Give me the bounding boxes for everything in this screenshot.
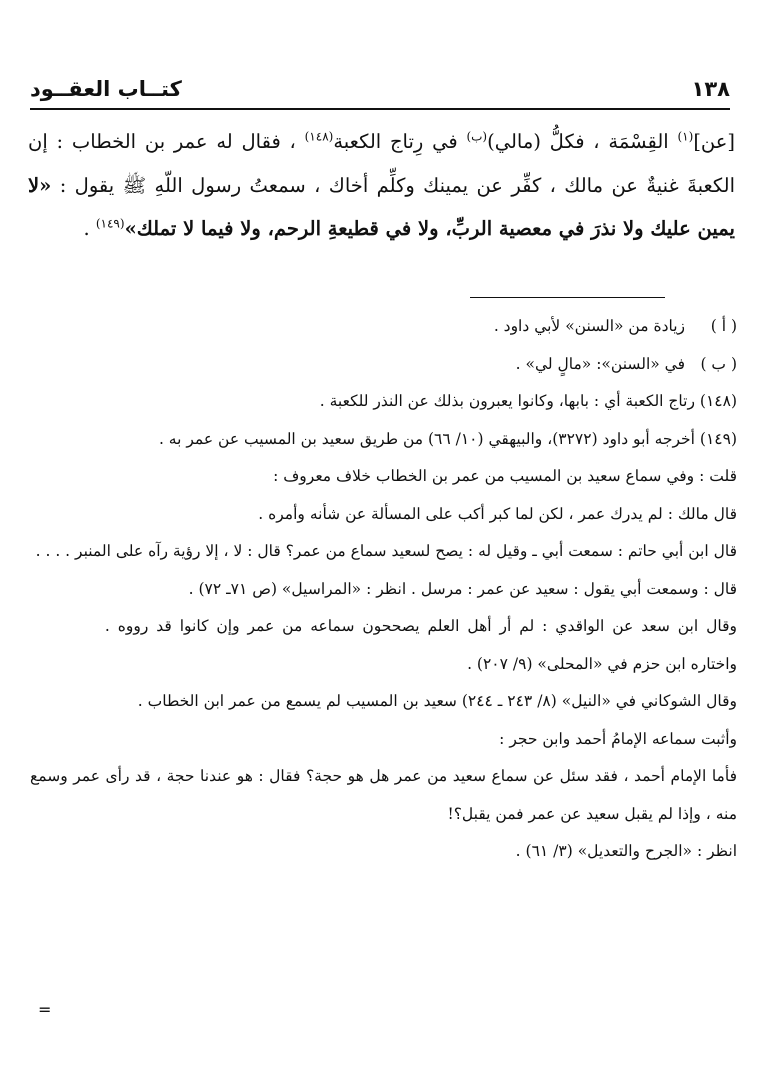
footnote-paragraph: قال : وسمعت أبي يقول : سعيد عن عمر : مرسل . انظر : «المراسيل» (ص ٧١ـ ٧٢) . bbox=[188, 579, 737, 598]
footnote-separator bbox=[470, 297, 665, 298]
footnote-paragraph: قال مالك : لم يدرك عمر ، لكن لما كبر أكب على المسألة عن شأنه وأمره . bbox=[258, 504, 737, 523]
footnote bbox=[30, 421, 737, 459]
footnotes bbox=[30, 308, 737, 871]
footnote-text: زيادة من «السنن» لأبي داود . bbox=[493, 317, 685, 335]
footnote-ref: (١٤٩) bbox=[95, 216, 125, 231]
hadith-quote: «لا يمين عليك ولا نذرَ في معصية الربِّ، ولا في قطيعةِ الرحم، ولا فيما لا تملك» bbox=[28, 173, 735, 240]
main-text-segment: ، فقال له عمر بن الخطاب : إن الكعبةَ غنيةٌ عن مالك ، كفِّر عن يمينك وكلِّم أخاك ، سمعتُ رسول اللّهِ ﷺ يقول : bbox=[28, 130, 735, 197]
footnote bbox=[30, 308, 737, 346]
footnote-paragraph: وقال ابن سعد عن الواقدي : لم أر أهل العلم يصححون سماعه من عمر وإن كانوا قد رووه . bbox=[104, 617, 737, 635]
footnote-ref: (١٤٨) bbox=[304, 129, 334, 144]
main-text-segment: . bbox=[83, 217, 96, 240]
running-title: كتــاب العقــود bbox=[30, 77, 182, 101]
main-text bbox=[28, 120, 735, 251]
main-text-segment: في رِتاج الكعبة bbox=[333, 130, 467, 153]
footnote-paragraph: انظر : «الجرح والتعديل» (٣/ ٦١) . bbox=[515, 842, 737, 860]
footnote-paragraph: فأما الإمام أحمد ، فقد سئل عن سماع سعيد من عمر هل هو حجة؟ فقال : هو عندنا حجة ، قد رأى عمر وسمع منه ، وإذا لم يقبل سعيد عن عمر فمن يقبل؟! bbox=[30, 767, 737, 823]
footnote-text: في «السنن»: «مالٍ لي» . bbox=[515, 354, 685, 373]
footnote-paragraph: قلت : وفي سماع سعيد بن المسيب من عمر بن الخطاب خلاف معروف : bbox=[273, 467, 737, 485]
footnote-paragraph: وأثبت سماعه الإمامُ أحمد وابن حجر : bbox=[499, 729, 737, 748]
main-text-segment: [عن] bbox=[693, 130, 736, 153]
footnote bbox=[30, 383, 737, 421]
page-header bbox=[30, 74, 730, 110]
footnote bbox=[30, 346, 737, 384]
footnote-marker: ( أ ) bbox=[710, 317, 737, 335]
footnote-paragraph: واختاره ابن حزم في «المحلى» (٩/ ٢٠٧) . bbox=[467, 654, 737, 673]
main-text-segment: القِسْمَة ، فكلُّ (مالي) bbox=[487, 130, 678, 153]
footnote-marker: ( ب ) bbox=[700, 354, 737, 373]
footnote-marker: (١٤٩) bbox=[699, 429, 737, 448]
footnote-text: أخرجه أبو داود (٣٢٧٢)، والبيهقي (١٠/ ٦٦) من طريق سعيد بن المسيب عن عمر به . bbox=[158, 429, 695, 448]
footnote-paragraph: قال ابن أبي حاتم : سمعت أبي ـ وقيل له : يصح لسعيد سماع من عمر؟ قال : لا ، إلا رؤية رآه على المنبر . . . . bbox=[35, 542, 737, 560]
footnote-ref: (١) bbox=[677, 129, 694, 144]
continuation-mark: = bbox=[38, 1000, 52, 1019]
footnote-text: رتاج الكعبة أي : بابها، وكانوا يعبرون بذلك عن النذر للكعبة . bbox=[319, 392, 695, 410]
footnote-paragraph: وقال الشوكاني في «النيل» (٨/ ٢٤٣ ـ ٢٤٤) سعيد بن المسيب لم يسمع من عمر ابن الخطاب . bbox=[137, 692, 737, 710]
footnote-marker: (١٤٨) bbox=[699, 392, 737, 410]
page-number: ١٣٨ bbox=[691, 77, 730, 101]
footnote-ref: (ب) bbox=[466, 129, 488, 144]
